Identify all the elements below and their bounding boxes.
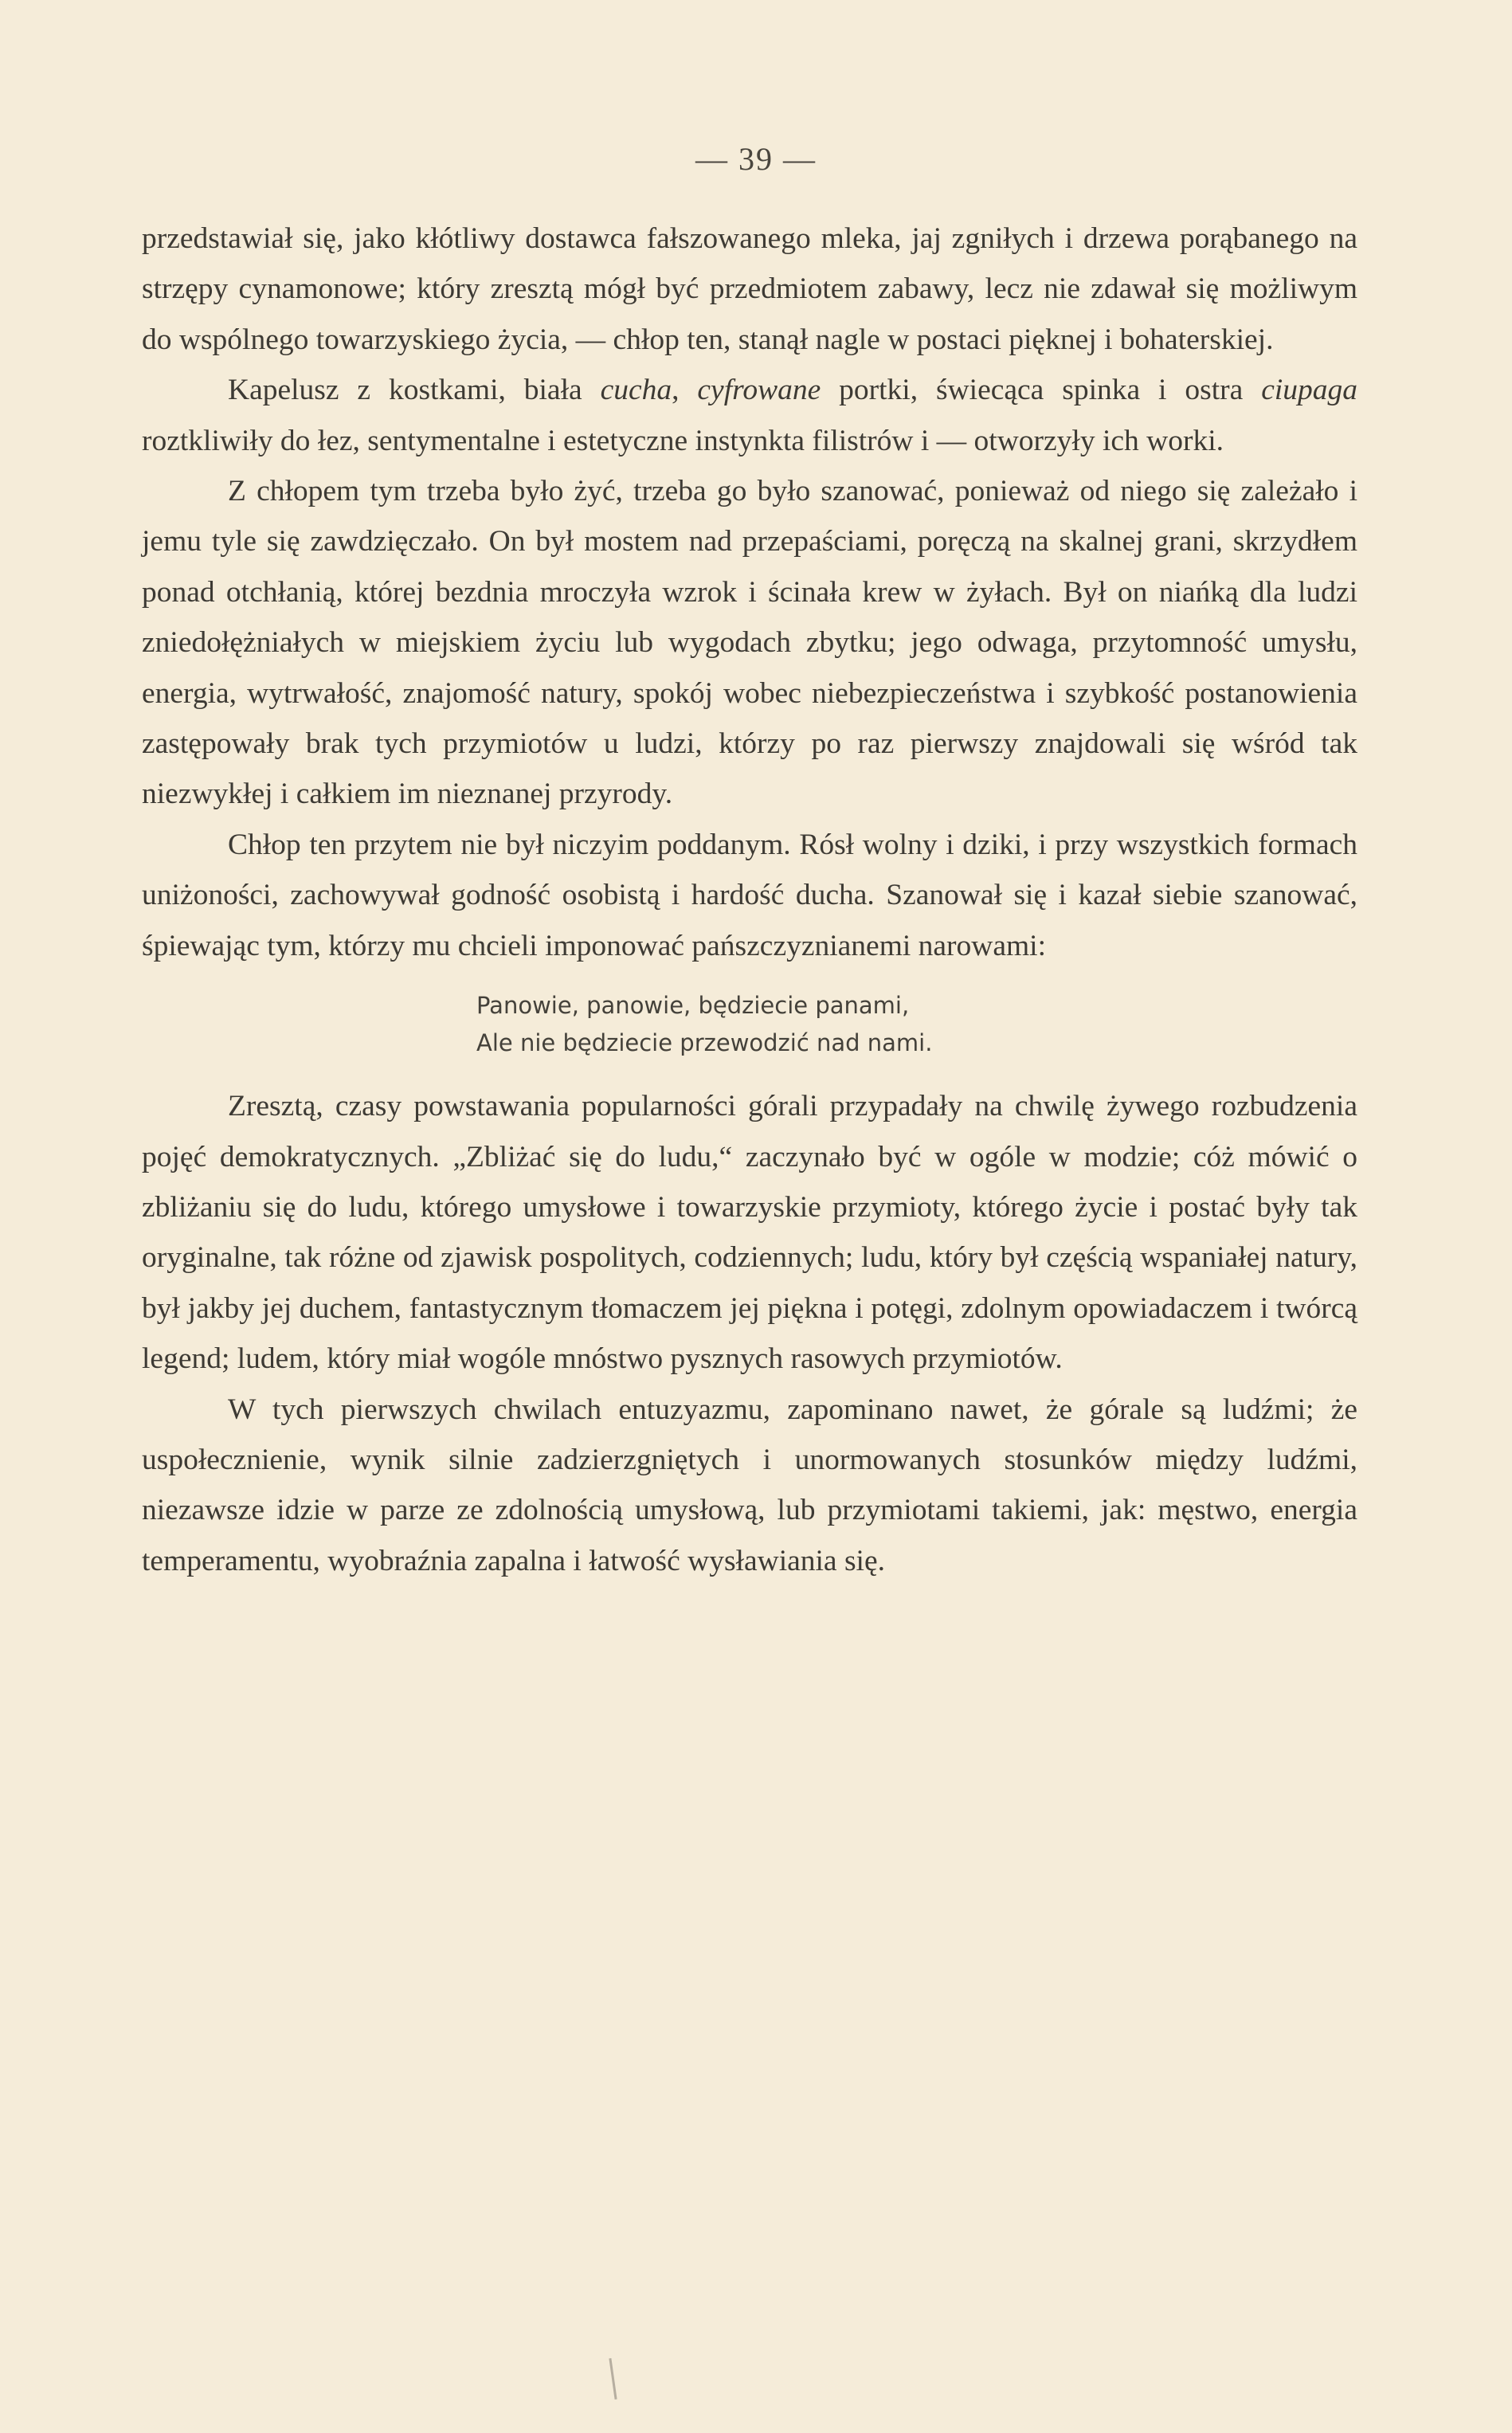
text-run: portki, świecąca spinka i ostra — [821, 374, 1262, 407]
text-run: Kapelusz z kostkami, biała — [228, 374, 601, 407]
paragraph — [142, 1081, 1357, 1384]
paragraphs-after-verse — [142, 1081, 1357, 1586]
text-run: W tych pierwszych chwilach entuzyazmu, zapominano nawet, że górale są ludźmi; że uspołecznienie, wynik silnie zadzierzgniętych i unormowanych stosunków między ludźmi, niezawsze idzie w parze ze zdolnością umysłową, lub przymiotami takiemi, jak: męstwo, energia temperamentu, wyobraźnia zapalna i łatwość wysławiania się. — [142, 1393, 1357, 1577]
italic-term: ciupaga — [1261, 374, 1358, 407]
italic-term: cucha — [600, 374, 672, 407]
paragraph — [142, 466, 1357, 820]
paragraph — [142, 365, 1357, 466]
text-run: roztkliwiły do łez, sentymentalne i estetyczne instynkta filistrów i — otworzyły ich worki. — [142, 424, 1224, 457]
verse-line: Ale nie będziecie przewodzić nad nami. — [476, 1029, 933, 1057]
paragraph — [142, 1385, 1357, 1587]
text-run: , — [672, 374, 698, 407]
verse-line: Panowie, panowie, będziecie panami, — [476, 992, 910, 1020]
text-run: Chłop ten przytem nie był niczyim poddanym. Rósł wolny i dziki, i przy wszystkich formach uniżoności, zachowywał godność osobistą i hardość ducha. Szanował się i kazał siebie szanować, śpiewając tym, którzy mu chcieli imponować pańszczyznianemi narowami: — [142, 828, 1357, 962]
verse-quote — [142, 987, 1357, 1062]
body-text — [142, 214, 1357, 1586]
paragraphs-before-verse — [142, 214, 1357, 971]
text-run: Z chłopem tym trzeba było żyć, trzeba go było szanować, ponieważ od niego się zależało i jemu tyle się zawdzięczało. On był mostem nad przepaściami, poręczą na skalnej grani, skrzydłem ponad otchłanią, której bezdnia mroczyła wzrok i ścinała krew w żyłach. Był on niańką dla ludzi zniedołężniałych w miejskiem życiu lub wygodach zbytku; jego odwaga, przytomność umysłu, energia, wytrwałość, znajomość natury, spokój wobec niebezpieczeństwa i szybkość postanowienia zastępowały brak tych przymiotów u ludzi, którzy po raz pierwszy znajdowali się wśród tak niezwykłej i całkiem im nieznanej przyrody. — [142, 475, 1357, 811]
paragraph — [142, 820, 1357, 971]
margin-mark — [609, 2358, 617, 2400]
page-number: — 39 — — [695, 141, 817, 177]
text-run: Zresztą, czasy powstawania popularności górali przypadały na chwilę żywego rozbudzenia pojęć demokratycznych. „Zbliżać się do ludu,“ zaczynało być w ogóle w modzie; cóż mówić o zbliżaniu się do ludu, którego umysłowe i towarzyskie przymioty, którego życie i postać były tak oryginalne, tak różne od zjawisk pospolitych, codziennych; ludu, który był częścią wspaniałej natury, był jakby jej duchem, fantastycznym tłomaczem jej piękna i potęgi, zdolnym opowiadaczem i twórcą legend; ludem, który miał wogóle mnóstwo pysznych rasowych przymiotów. — [142, 1090, 1357, 1376]
text-run: przedstawiał się, jako kłótliwy dostawca fałszowanego mleka, jaj zgniłych i drzewa porąbanego na strzępy cynamonowe; który zresztą mógł być przedmiotem zabawy, lecz nie zdawał się możliwym do wspólnego towarzyskiego życia, — chłop ten, stanął nagle w postaci pięknej i bohaterskiej. — [142, 222, 1357, 356]
paragraph — [142, 214, 1357, 365]
italic-term: cyfrowane — [697, 374, 821, 407]
